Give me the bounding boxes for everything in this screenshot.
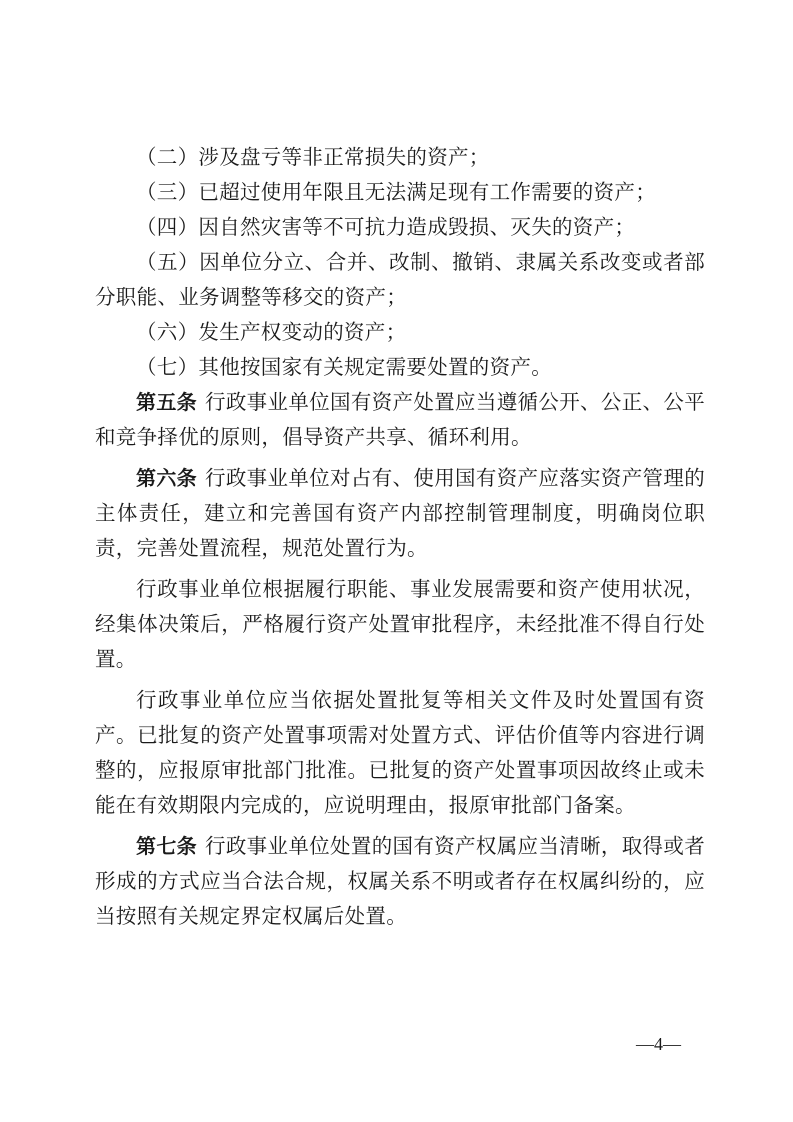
article-6-paragraph-3: 行政事业单位应当依据处置批复等相关文件及时处置国有资产。已批复的资产处置事项需对处置方式、评估价值等内容进行调整的，应报原审批部门批准。已批复的资产处置事项因故终止或未能在有效期限内完成的，应说明理由，报原审批部门备案。: [95, 688, 705, 817]
page-number: —4—: [636, 1034, 681, 1054]
article-5-text: 行政事业单位国有资产处置应当遵循公开、公正、公平和竞争择优的原则，倡导资产共享、循环利用。: [95, 390, 706, 449]
list-item-5: （五）因单位分立、合并、改制、撤销、隶属关系改变或者部分职能、业务调整等移交的资产；: [95, 250, 705, 309]
list-item-6: （六）发生产权变动的资产；: [136, 320, 407, 344]
document-body: [95, 140, 705, 934]
article-6-paragraph-2: 行政事业单位根据履行职能、事业发展需要和资产使用状况，经集体决策后，严格履行资产处置审批程序，未经批准不得自行处置。: [95, 577, 705, 671]
article-5: [95, 385, 705, 455]
list-item-7: （七）其他按国家有关规定需要处置的资产。: [136, 355, 552, 379]
list-item-2: （二）涉及盘亏等非正常损失的资产；: [136, 145, 490, 169]
article-7: [95, 829, 705, 934]
article-7-number: 第七条: [136, 834, 198, 858]
article-7-text: 行政事业单位处置的国有资产权属应当清晰，取得或者形成的方式应当合法合规，权属关系不明或者存在权属纠纷的，应当按照有关规定界定权属后处置。: [95, 834, 706, 928]
article-6-number: 第六条: [136, 466, 198, 490]
list-item-3: （三）已超过使用年限且无法满足现有工作需要的资产；: [136, 180, 656, 204]
article-6: [95, 461, 705, 566]
article-6-text: 行政事业单位对占有、使用国有资产应落实资产管理的主体责任，建立和完善国有资产内部控制管理制度，明确岗位职责，完善处置流程，规范处置行为。: [95, 466, 706, 560]
list-item-4: （四）因自然灾害等不可抗力造成毁损、灭失的资产；: [136, 215, 636, 239]
article-5-number: 第五条: [136, 390, 198, 414]
